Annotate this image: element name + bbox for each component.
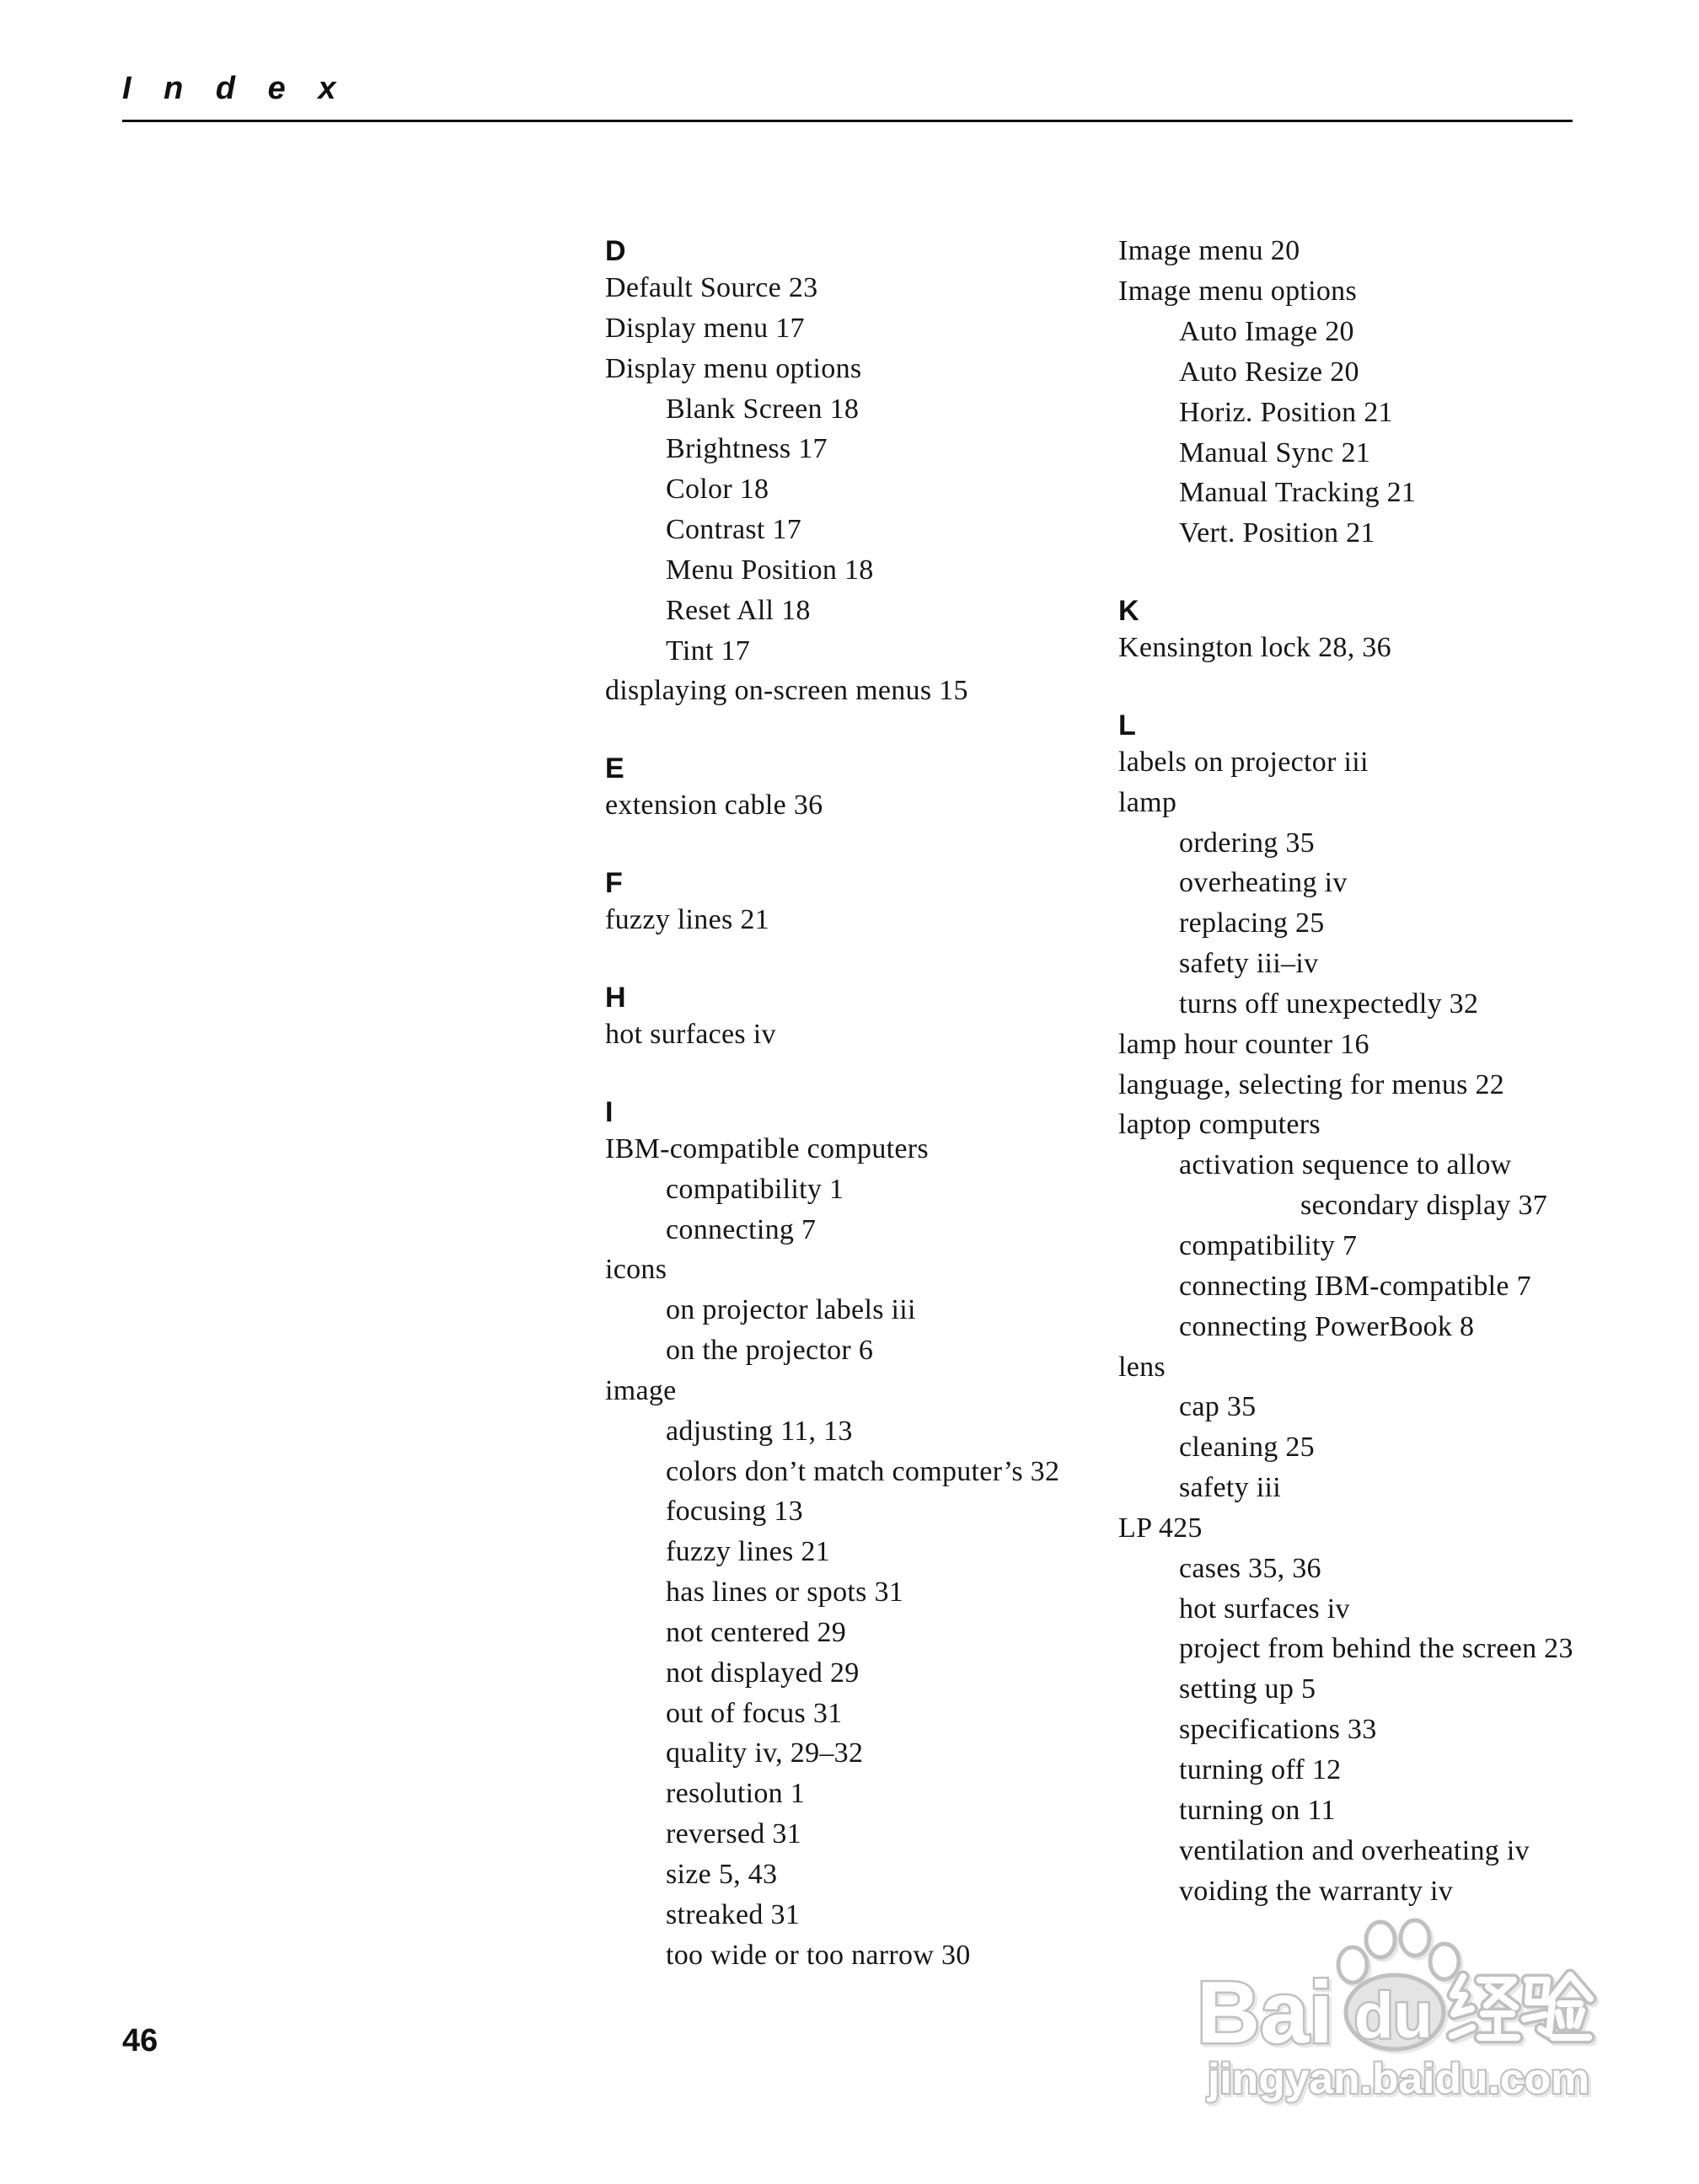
index-subentry: focusing 13 [666,1496,803,1528]
index-subentry: Horiz. Position 21 [1179,396,1393,428]
watermark-brand-bai: Bai [1197,1964,1333,2062]
running-head-title: I n d e x [122,71,348,106]
baidu-jingyan-watermark [1180,1913,1601,2123]
index-subentry: colors don’t match computer’s 32 [666,1455,1060,1487]
index-subentry: turns off unexpectedly 32 [1179,988,1479,1020]
index-subentry: size 5, 43 [666,1859,778,1890]
index-entry: laptop computers [1118,1109,1321,1141]
paw-toe [1401,1920,1429,1956]
index-subentry: safety iii [1179,1472,1282,1504]
index-subentry: specifications 33 [1179,1714,1377,1746]
watermark-jingyan-lettering [1452,1975,1590,2037]
index-letter-k: K [1118,595,1139,628]
index-column-right [1118,231,1573,1911]
index-entry: Default Source 23 [605,272,818,303]
index-group-h [605,981,1059,1055]
index-subentry: not displayed 29 [666,1657,860,1689]
index-entry: hot surfaces iv [605,1018,776,1050]
index-subentry: overheating iv [1179,867,1348,899]
index-group-f [605,866,1059,940]
index-entry: Display menu options [605,352,862,384]
index-subentry: connecting IBM-compatible 7 [1179,1270,1531,1302]
index-subentry: safety iii–iv [1179,948,1319,980]
index-letter-h: H [605,981,626,1014]
index-subentry: ordering 35 [1179,827,1315,859]
index-subentry: turning off 12 [1179,1753,1342,1785]
index-subentry: Menu Position 18 [666,554,874,586]
index-subentry: Auto Image 20 [1179,315,1354,347]
index-entry: Image menu 20 [1118,235,1300,267]
index-subentry: activation sequence to allow [1179,1149,1512,1181]
index-letter-e: E [605,752,624,785]
index-subentry: compatibility 7 [1179,1230,1358,1262]
index-letter-i: I [605,1095,614,1128]
index-subentry: not centered 29 [666,1616,847,1648]
index-group-d [605,234,1059,711]
index-subentry: hot surfaces iv [1179,1592,1350,1625]
index-subentry: quality iv, 29–32 [666,1737,864,1769]
index-entry: image [605,1374,677,1406]
index-subentry: resolution 1 [666,1778,806,1810]
index-subentry: Contrast 17 [666,514,802,546]
index-subentry: cap 35 [1179,1391,1257,1423]
index-group-i-continued [1118,231,1573,554]
index-entry: lamp hour counter 16 [1118,1028,1369,1060]
index-subentry: project from behind the screen 23 [1179,1633,1573,1665]
index-entry: lamp [1118,786,1177,818]
header-rule [122,120,1573,122]
index-subentry: adjusting 11, 13 [666,1415,853,1447]
index-subentry: reversed 31 [666,1818,801,1850]
index-subentry: has lines or spots 31 [666,1576,904,1609]
index-subentry: Color 18 [666,474,769,506]
index-entry: language, selecting for menus 22 [1118,1068,1505,1100]
watermark-site-url: jingyan.baidu.com [1206,2055,1589,2102]
index-subentry: Vert. Position 21 [1179,517,1375,549]
index-subentry: setting up 5 [1179,1673,1316,1705]
index-subentry: voiding the warranty iv [1179,1875,1454,1907]
index-entry: LP 425 [1118,1512,1203,1544]
index-entry: icons [605,1254,667,1286]
index-entry: Kensington lock 28, 36 [1118,632,1391,664]
page-number: 46 [122,2023,158,2058]
index-subentry: Blank Screen 18 [666,393,860,425]
paw-toe [1338,1947,1367,1983]
index-subentry: cases 35, 36 [1179,1552,1321,1584]
index-subentry: too wide or too narrow 30 [666,1939,971,1971]
index-subentry: Manual Tracking 21 [1179,477,1417,509]
index-subentry: Auto Resize 20 [1179,356,1359,388]
index-column-left [605,234,1059,1976]
index-subentry: on projector labels iii [666,1294,916,1326]
index-entry: Display menu 17 [605,312,805,344]
index-entry: labels on projector iii [1118,746,1369,778]
index-subentry: streaked 31 [666,1898,801,1930]
index-subentry: Reset All 18 [666,594,811,626]
index-group-l [1118,709,1573,1911]
paw-toe [1430,1944,1459,1979]
index-subentry: out of focus 31 [666,1697,843,1729]
index-subentry: replacing 25 [1179,907,1325,939]
index-letter-d: D [605,235,626,267]
index-subentry: on the projector 6 [666,1335,874,1367]
index-entry: IBM-compatible computers [605,1132,929,1164]
paw-toe [1366,1922,1395,1957]
index-letter-f: F [605,867,623,900]
index-subentry: fuzzy lines 21 [666,1536,830,1568]
index-subentry: Brightness 17 [666,433,828,465]
index-entry: displaying on-screen menus 15 [605,675,968,707]
watermark-brand-du: du [1354,1980,1433,2052]
index-group-k [1118,594,1573,668]
index-entry: fuzzy lines 21 [605,904,769,936]
index-entry: lens [1118,1351,1166,1383]
index-subentry: Manual Sync 21 [1179,436,1371,468]
index-subentry: compatibility 1 [666,1173,844,1205]
index-group-i [605,1095,1059,1976]
index-entry: extension cable 36 [605,790,823,822]
index-entry: Image menu options [1118,276,1358,308]
index-subentry: ventilation and overheating iv [1179,1834,1530,1866]
index-subentry: turning on 11 [1179,1794,1336,1826]
index-subentry: connecting 7 [666,1213,817,1245]
index-subentry-continuation: secondary display 37 [1300,1190,1548,1222]
index-subentry: connecting PowerBook 8 [1179,1310,1475,1342]
index-group-e [605,752,1059,826]
index-subentry: cleaning 25 [1179,1432,1315,1464]
index-subentry: Tint 17 [666,634,751,666]
index-letter-l: L [1118,709,1136,741]
